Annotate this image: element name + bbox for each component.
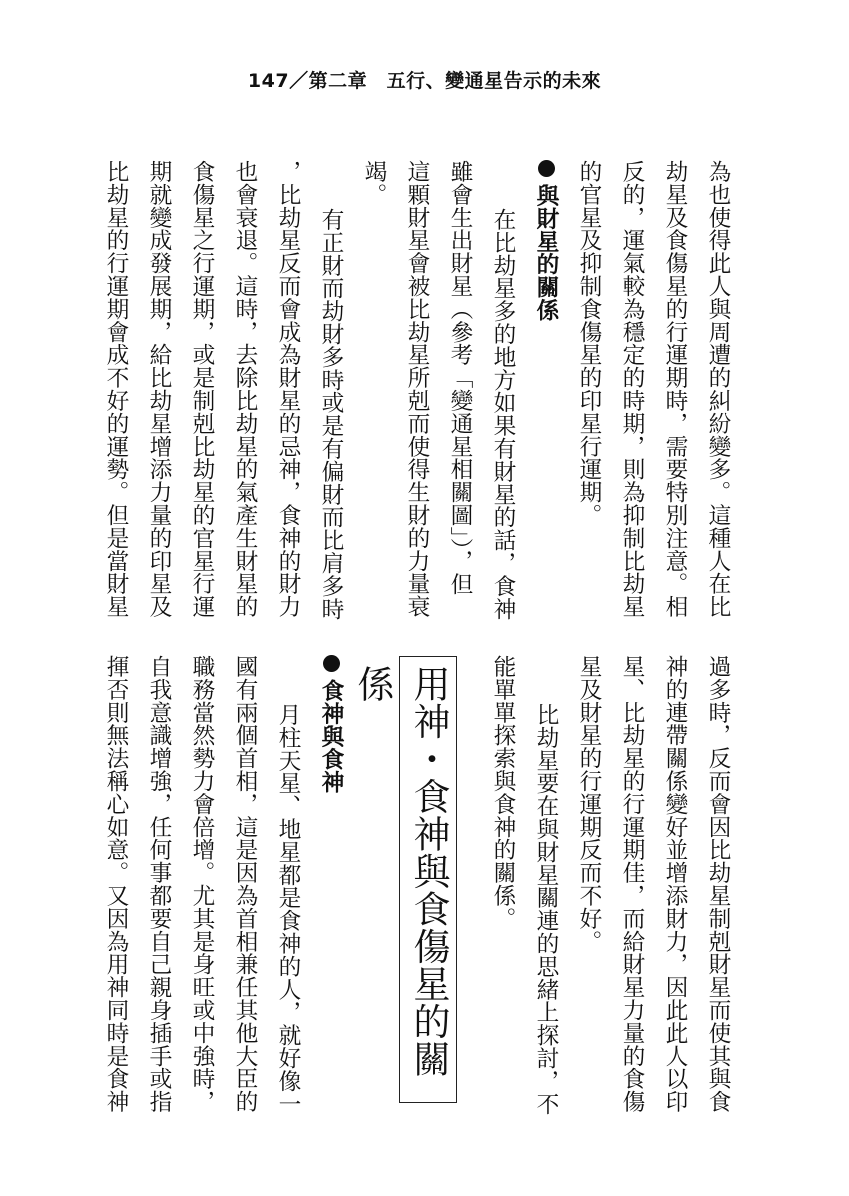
text-column: 也會衰退。這時，去除比劫星的氣產生財星的 [232,160,258,618]
text-column: 反的，運氣較為穩定的時期，則為抑制比劫星 [619,160,645,618]
upper-text-block [0,160,849,620]
text-column: 過多時，反而會因比劫星制剋財星而使其與食 [705,655,731,1113]
text-column: ，比劫星反而會成為財星的忌神，食神的財力 [275,160,301,618]
section-title-box [351,656,457,1103]
subheading-text: 與財星的關係 [533,184,559,322]
text-column: 星及財星的行運期反而不好。 [576,655,602,953]
text-column: 自我意識增強，任何事都要自己親身插手或指 [146,655,172,1113]
text-column: 有正財而劫財多時或是有偏財而比肩多時 [318,208,344,621]
text-column: 星、比劫星的行運期佳，而給財星力量的食傷 [619,655,645,1113]
bullet-icon [323,655,340,672]
text-column: 劫星及食傷星的行運期時，需要特別注意。相 [662,160,688,618]
text-column: 食傷星之行運期，或是制剋比劫星的官星行運 [189,160,215,618]
text-column: 在比劫星多的地方如果有財星的話，食神 [490,208,516,621]
text-column: 月柱天星、地星都是食神的人，就好像一 [275,703,301,1116]
text-column: 期就變成發展期，給比劫星增添力量的印星及 [146,160,172,618]
text-column: 職務當然勢力會倍增。尤其是身旺或中強時， [189,655,215,1113]
text-column: 比劫星的行運期會成不好的運勢。但是當財星 [103,160,129,618]
text-column: 能單單探索與食神的關係。 [490,655,516,930]
running-head: 147／第二章 五行、變通星告示的未來 [247,70,602,92]
text-column: 為也使得此人與周遭的糾紛變多。這種人在比 [705,160,731,618]
text-column: 比劫星要在與財星關連的思緒上探討，不 [533,703,559,1116]
text-column: 雖會生出財星（參考「變通星相關圖」），但 [447,160,473,596]
bullet-icon [538,160,555,177]
subheading-wealth-star [528,160,564,321]
text-column: 這顆財星會被比劫星所剋而使得生財的力量衰 [404,160,430,618]
text-column: 國有兩個首相，這是因為首相兼任其他大臣的 [232,655,258,1113]
text-column: 竭。 [361,160,387,206]
text-column: 神的連帶關係變好並增添財力，因此此人以印 [662,655,688,1113]
subheading-text: 食神與食神 [318,679,344,794]
text-column: 的官星及抑制食傷星的印星行運期。 [576,160,602,527]
text-column: 揮否則無法稱心如意。又因為用神同時是食神 [103,655,129,1113]
section-title: 用神・食神與食傷星的關係 [351,665,450,1078]
